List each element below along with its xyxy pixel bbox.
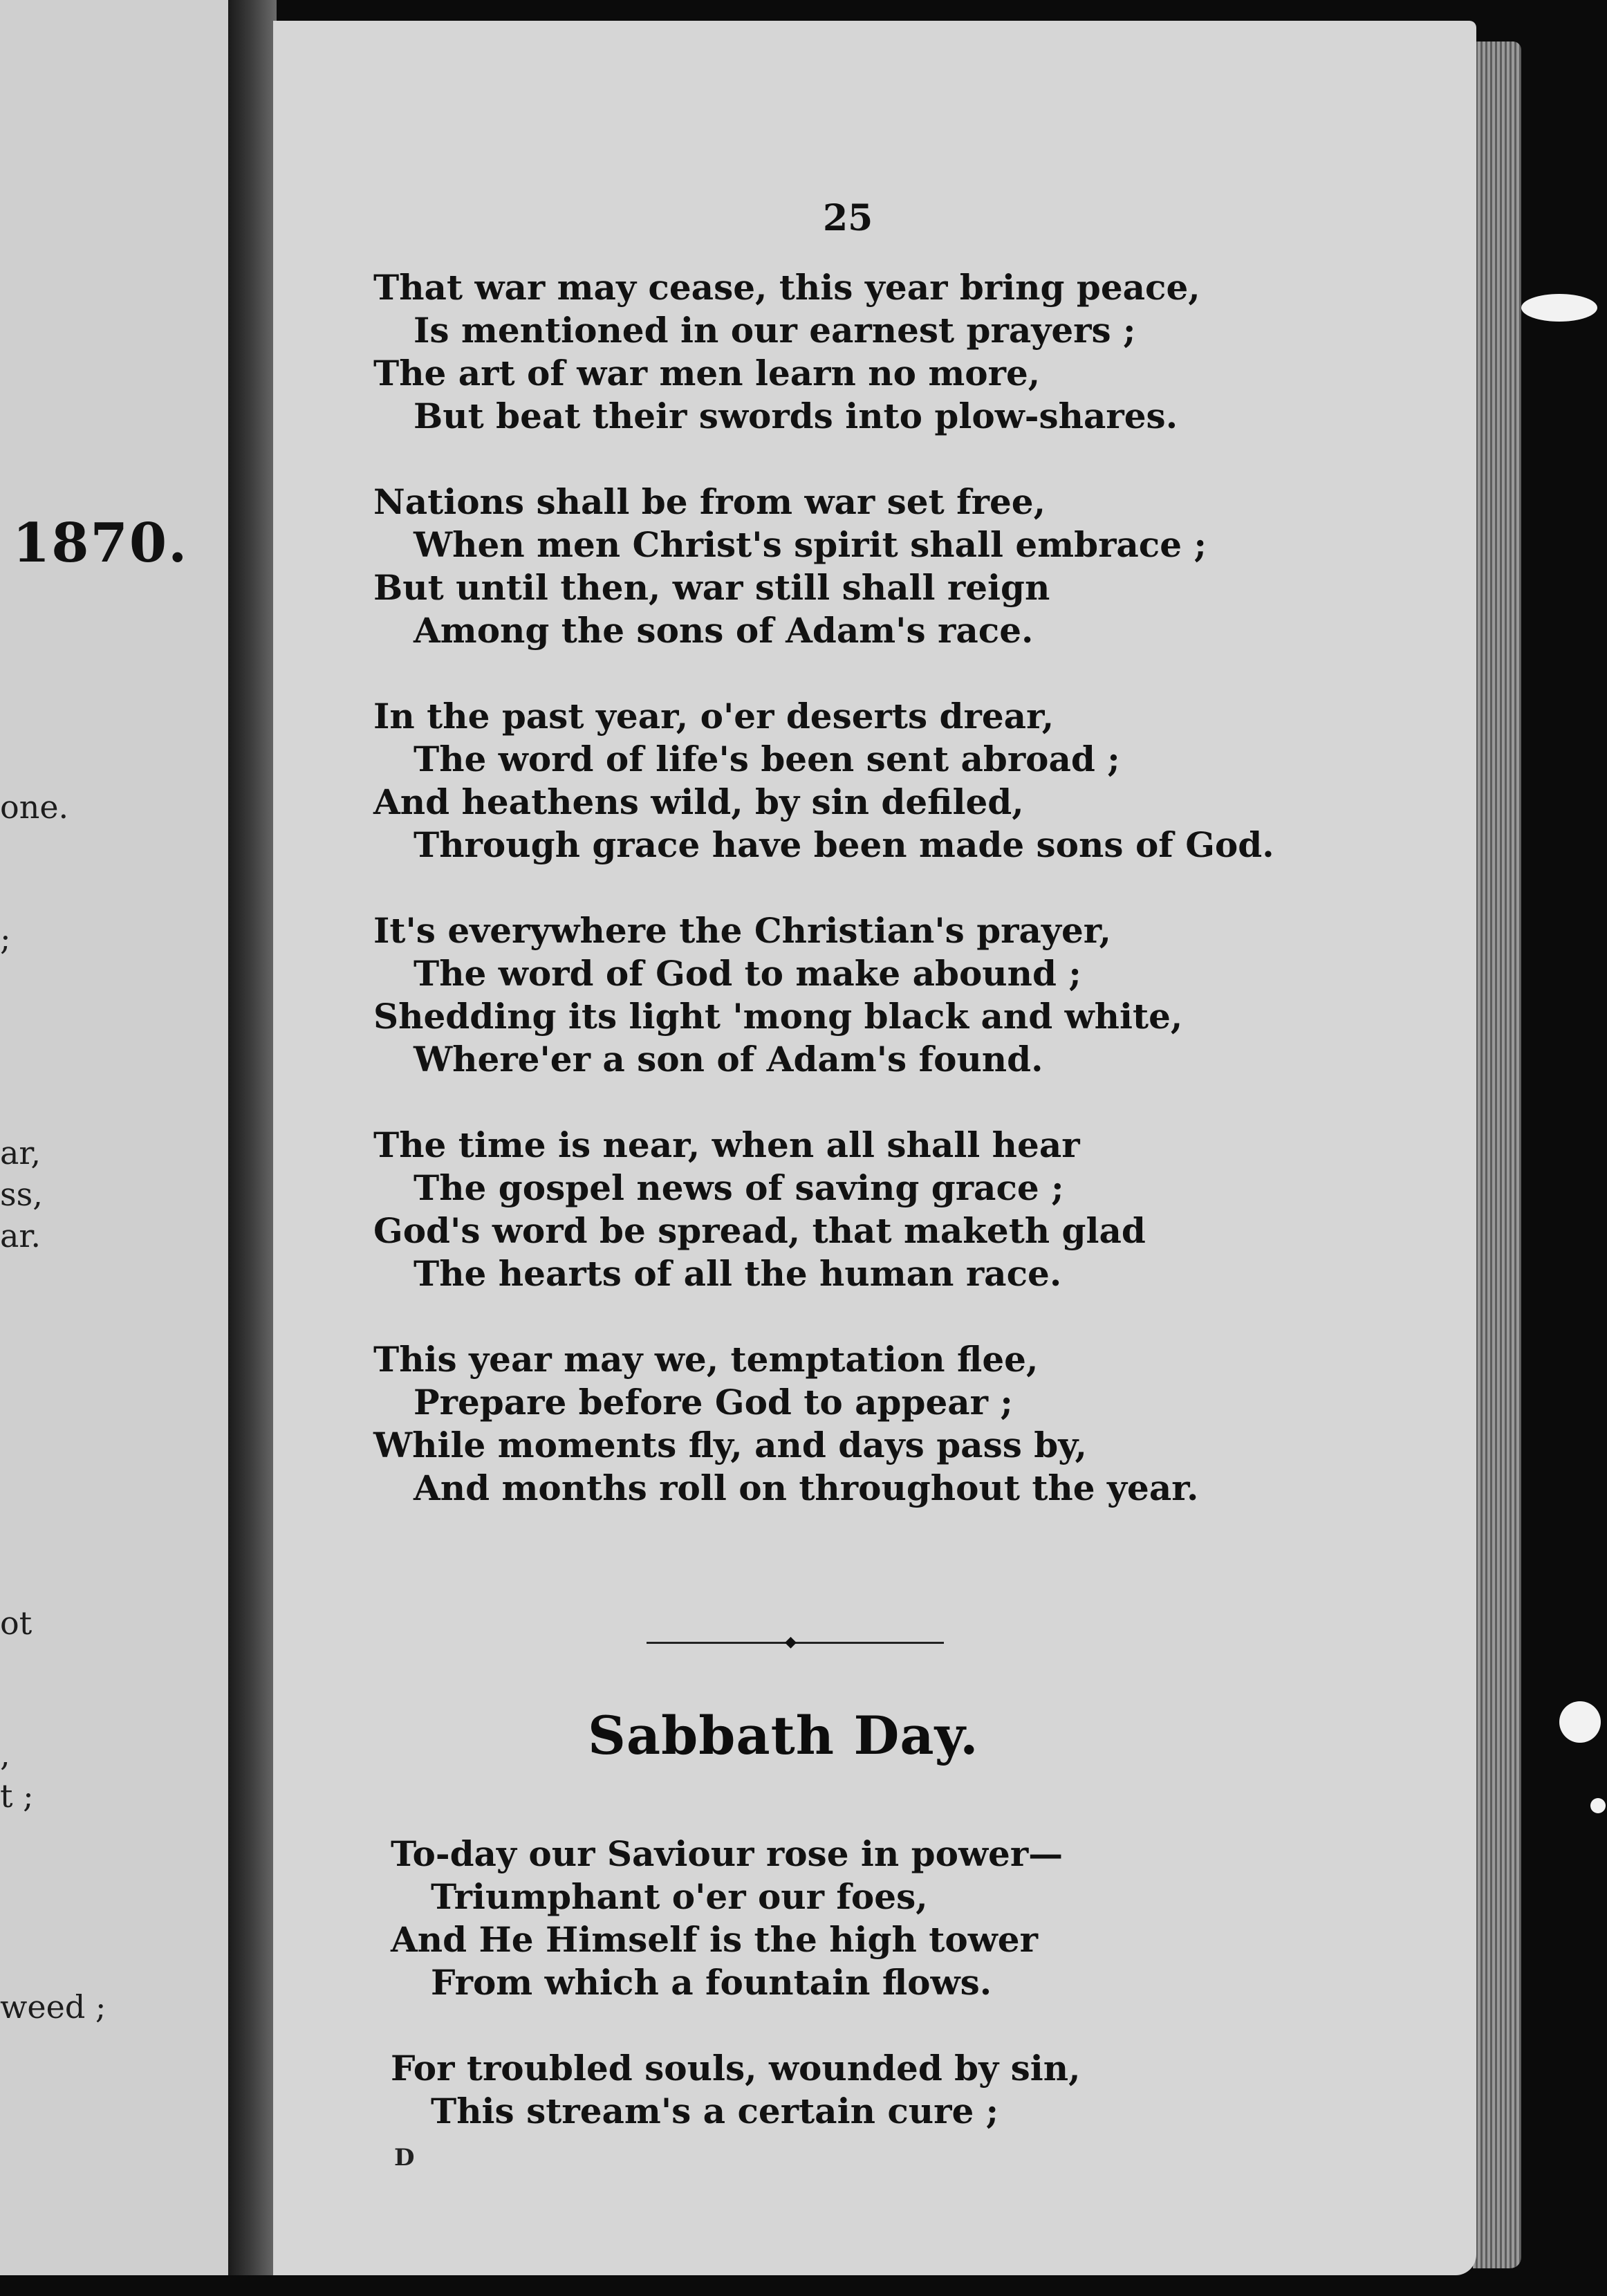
poem-line: The time is near, when all shall hear	[373, 1124, 1080, 1165]
poem-line: Nations shall be from war set free,	[373, 481, 1046, 522]
scan-speck	[1521, 294, 1597, 322]
stanza	[373, 266, 1355, 438]
stanza	[391, 1833, 1373, 2004]
page-edges	[1473, 41, 1521, 2268]
poem-body	[373, 266, 1355, 1553]
divider-ornament-icon: ◆	[785, 1633, 797, 1651]
poem-line: Through grace have been made sons of God.	[414, 824, 1274, 865]
poem-line: That war may cease, this year bring peace,	[373, 267, 1200, 308]
poem-line: And heathens wild, by sin defiled,	[373, 781, 1024, 822]
poem-line: And months roll on throughout the year.	[414, 1468, 1199, 1508]
poem-line: The gospel news of saving grace ;	[414, 1167, 1064, 1208]
poem-line: God's word be spread, that maketh glad	[373, 1210, 1146, 1251]
poem-line: Triumphant o'er our foes,	[431, 1876, 928, 1917]
left-page-fragment: one.	[0, 788, 69, 826]
poem-line: It's everywhere the Christian's prayer,	[373, 910, 1111, 951]
poem-line: Prepare before God to appear ;	[414, 1382, 1013, 1423]
poem-line: But until then, war still shall reign	[373, 567, 1050, 608]
scan-speck	[1590, 1798, 1606, 1813]
poem-line: In the past year, o'er deserts drear,	[373, 696, 1055, 737]
poem-line: Is mentioned in our earnest prayers ;	[414, 310, 1136, 351]
left-page-fragment: ar,	[0, 1134, 41, 1172]
poem-line: When men Christ's spirit shall embrace ;	[414, 524, 1207, 565]
poem-line: The hearts of all the human race.	[414, 1253, 1062, 1294]
page-number: 25	[823, 197, 873, 239]
book-gutter	[228, 0, 277, 2275]
section-title: Sabbath Day.	[588, 1705, 979, 1766]
stanza	[391, 2047, 1373, 2133]
left-page-fragment: weed ;	[0, 1988, 106, 2026]
stanza	[373, 1124, 1355, 1295]
left-page-year: 1870.	[12, 512, 189, 575]
poem-line: But beat their swords into plow-shares.	[414, 396, 1178, 436]
poem-body-sabbath	[391, 1833, 1373, 2176]
left-page-fragment: ,	[0, 1736, 10, 1773]
left-page-fragment: ss,	[0, 1176, 43, 1213]
signature-mark: D	[394, 2144, 415, 2172]
left-facing-page	[0, 0, 235, 2275]
poem-line: For troubled souls, wounded by sin,	[391, 2048, 1081, 2089]
poem-line: Among the sons of Adam's race.	[414, 610, 1034, 651]
poem-line: This year may we, temptation flee,	[373, 1339, 1039, 1380]
stanza	[373, 909, 1355, 1081]
left-page-fragment: t ;	[0, 1777, 34, 1815]
poem-line: Where'er a son of Adam's found.	[414, 1039, 1043, 1080]
poem-line: While moments fly, and days pass by,	[373, 1425, 1087, 1465]
stanza	[373, 695, 1355, 867]
poem-line: From which a fountain flows.	[431, 1962, 992, 2003]
poem-line: This stream's a certain cure ;	[431, 2091, 999, 2131]
ornamental-divider	[647, 1633, 944, 1651]
stanza	[373, 481, 1355, 652]
poem-line: Shedding its light 'mong black and white,	[373, 996, 1183, 1037]
left-page-fragment: ar.	[0, 1217, 41, 1255]
poem-line: The word of God to make abound ;	[414, 953, 1081, 994]
poem-line: To-day our Saviour rose in power—	[391, 1833, 1063, 1874]
left-page-fragment: ot	[0, 1604, 32, 1642]
poem-line: The art of war men learn no more,	[373, 353, 1041, 394]
left-page-fragment: ;	[0, 920, 11, 957]
scan-speck	[1559, 1701, 1601, 1743]
poem-line: The word of life's been sent abroad ;	[414, 739, 1120, 779]
poem-line: And He Himself is the high tower	[391, 1919, 1038, 1960]
stanza	[373, 1338, 1355, 1510]
